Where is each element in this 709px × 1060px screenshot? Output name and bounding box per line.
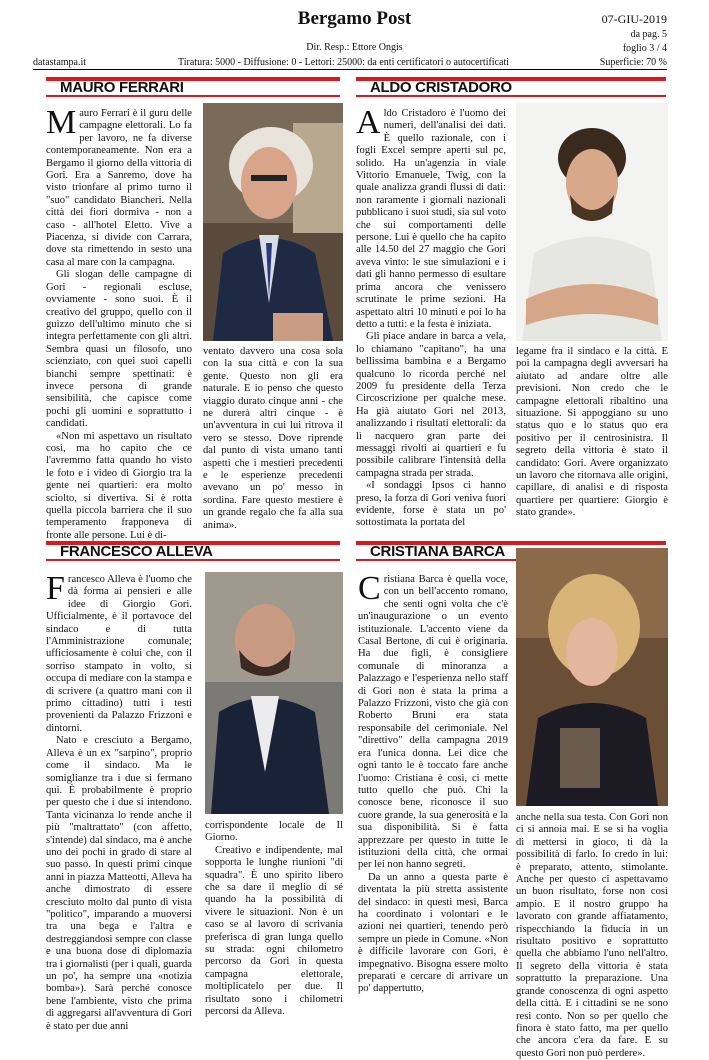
paragraph: auro Ferrari è il guru delle campagne elettorali. Lo fa per lavoro, ne fa diverse contemporaneamente. Non era a Bergamo il giorno della vittoria di Gori. Era a Sanremo, dove ha visto trionfare al primo turno il "suo" candidato Biancheri. Nella città dei fiori dormiva - non a caso - all'hotel Eletto. Vive a Piacenza, si divide con Carrara, dove sta rimettendo in sesto una casa al mare con la campagna. — [46, 108, 192, 268]
paragraph: ldo Cristadoro è l'uomo dei numeri, dell'analisi dei dati. È quello razionale, con i fogli Excel sempre aperti sul pc, solido. Ha un'agenzia in viale Vittorio Emanuele, Twig, con la quale analizza grandi flussi di dati: non raramente i giornali nazionali pubblicano i suoi studi, sia sul voto che sui comportamenti delle persone. Lui è quello che ha capito alle 14.50 del 27 maggio che Gori aveva vinto: le sue simulazioni e i dati gli hanno permesso di esultare prima ancora che venissero scrutinate le prime sezioni. Ha aspettato altri 10 minuti e poi lo ha detto a tutti: e la festa è iniziata. — [356, 108, 506, 330]
drop-cap: M — [46, 104, 77, 141]
newspaper-title: Bergamo Post — [297, 8, 412, 29]
sheet-ref: foglio 3 / 4 — [622, 43, 667, 54]
paragraph: legame fra il sindaco e la città. E poi la campagna degli avversari ha aiutato ad andare oltre alle previsioni. Non credo che le campagne elettorali ribaltino una situazione. Si appoggiano su uno status quo e lo status quo era positivo per il centrosinistra. Il segreto della vittoria è stato il candidato: Gori. Avere organizzato un lavoro che ritornava alle origini, capillare, di analisi e di risposta quartiere per quartiere: Giorgio è stato grande». — [516, 346, 668, 519]
paragraph: ristiana Barca è quella voce, con un bell'accento romano, che senti ogni volta che c'è un'inaugurazione o un evento istituzionale. L'accento viene da Casal Bertone, di cui è originaria. Ha due figli, è consigliere comunale di minoranza a Palazzago e l'esperienza nello staff di Gori non è stata la prima a Palazzo Frizzoni, visto che già con Roberto Bruni era stata responsabile del cerimoniale. Nel "direttivo" della campagna 2019 era l'unica donna. Lei dice che ognì tanto le è toccato fare anche l'uomo: Cristiana è così, ci mette tutto quello che può. Chi la conosce bene, riconosce il suo cuore grande, la sua generosità e la sua disponibilità. Si è fatta apprezzare per questo in tutte le istituzioni della città, che ormai per lei non hanno segreti. — [358, 574, 508, 871]
article-column-alleva-2 — [205, 820, 343, 1018]
paragraph: Creativo e indipendente, mal sopporta le lunghe riunioni "di squadra". È uno spirito libero che sa dare il meglio di sé quando ha la possibilità di vivere le situazioni. Non è un caso se al lavoro di scrivania preferisca di gran lunga quello su strada: ogni chilometro percorso da Gori in questa campagna elettorale, moltiplicatelo per due. Il risultato sono i chilometri percorsi da Alleva. — [205, 844, 343, 1018]
drop-cap: A — [356, 104, 381, 141]
profile-name-barca: CRISTIANA BARCA — [356, 541, 666, 561]
article-column-barca-1 — [358, 570, 508, 1014]
issue-date: 07-GIU-2019 — [601, 12, 667, 26]
source-site: datastampa.it — [33, 57, 87, 68]
article-column-cristadoro-1 — [356, 104, 506, 538]
drop-cap: F — [46, 570, 65, 607]
paragraph: Nato e cresciuto a Bergamo, Alleva è un ex "sarpino", proprio come il sindaco. Ma le somiglianze tra i due si fermano qui. È probabilmente è proprio per questo che i due si intendono. Tanta vicinanza lo rende anche il più "maltrattato" (con affetto, s'intende) dal sindaco, ma è anche uno dei pochi in grado di stare al suo passo. In questi primi cinque anni in piazza Matteotti, Alleva ha anche dimostrato di essere cresciuto molto dal punto di vista "politico", imparando a muoversi tra una bega e l'altra e destreggiandosi sempre con classe e una buona dose di diplomazia tra i giornalisti (per i quali, guarda un po', ha sempre una «notizia bomba»). Sarà perché conosce bene l'ambiente, visto che prima di aggregarsi all'avventura di Gori è stato per due anni — [46, 735, 192, 1032]
director-line: Dir. Resp.: Ettore Ongis — [306, 42, 403, 53]
paragraph: «I sondaggi Ipsos ci hanno preso, la forza di Gori veniva fuori evidente, forse è stata un po' sottostimata la portata del — [356, 480, 506, 529]
photo-francesco-alleva — [205, 572, 343, 814]
paragraph: anche nella sua testa. Con Gori non ci si annoia mai. E se si ha voglia di mettersi in gioco, ti dà la possibilità di farlo. Io credo in lui: è preparato, attento, stimolante. Anche per questo ci aspettavamo un buon risultato, forse non così ampio. E il nostro gruppo ha lavorato con grande affiatamento, rispecchiando la fiducia in un risultato positivo e soprattutto quella che abbiamo l'uno nell'altro. Il segreto della vittoria è stata soprattutto la preparazione. Una grande conoscenza di ogni aspetto della città. E i cittadini se ne sono resi conto. Non so per quello che finora è stato fatto, ma per quello che ancora c'era da fare. E su questo Gori non può perdere». — [516, 812, 668, 1059]
paragraph: ventato davvero una cosa sola con la sua città e con la sua gente. Questo non gli era naturale. E io penso che questo viaggio durato cinque anni - che ne durerà altri cinque - è un'avventura in cui lui ritrova il vero se stesso. Dove riprende dal punto di vista umano tanti aspetti che i mestieri precedenti e le esperienze precedenti avevano un po' messo in sordina. Fare questo mestiere è un grande regalo che fa alla sua anima». — [203, 346, 343, 531]
photo-mauro-ferrari — [203, 103, 343, 341]
article-column-barca-2 — [516, 812, 668, 1059]
page-ref: da pag. 5 — [630, 29, 667, 40]
drop-cap: C — [358, 570, 381, 607]
header-divider — [33, 69, 667, 70]
profile-name-alleva: FRANCESCO ALLEVA — [46, 541, 340, 561]
paragraph: Gli piace andare in barca a vela, lo chiamano "capitano", ha una bellissima bambina e a Bergamo qualcuno lo ricorda perché nel 2009 fu presidente della Terza Circoscrizione per qualche mese. Ha già aiutato Gori nel 2013, analizzando i risultati elettorali: da lì nacquero gran parte dei messaggi rivolti ai quartieri e fu possibile calibrare l'intensità della campagna strada per strada. — [356, 331, 506, 479]
profile-name-cristadoro: ALDO CRISTADORO — [356, 77, 666, 97]
profile-name-ferrari: MAURO FERRARI — [46, 77, 340, 97]
surface-line: Superficie: 70 % — [599, 57, 667, 68]
paragraph: «Non mi aspettavo un risultato così, ma ho capito che ce l'avremmo fatta quando ho visto le foto e i video di Giorgio tra la gente nei quartieri: era molto sciolto, si divertiva. Si è rotta quella piccola barriera che il suo temperamento frapponeva di fronte alle persone. Lui è di- — [46, 430, 192, 541]
article-column-ferrari-1 — [46, 104, 192, 541]
article-column-cristadoro-2 — [516, 346, 668, 538]
article-column-alleva-1 — [46, 570, 192, 1032]
photo-aldo-cristadoro — [516, 103, 668, 341]
paragraph: Gli slogan delle campagne di Gori - regionali escluse, ovviamente - sono suoi. È il creativo del gruppo, quello con il guizzo dell'ultimo minuto che si integra perfettamente con gli altri. Sembra quasi un filosofo, uno scienziato, con quei suoi capelli bianchi sempre spettinati: è invece persona di grande sensibilità, che capisce come pochi gli uomini e soprattutto i candidati. — [46, 269, 192, 430]
paragraph: corrispondente locale de Il Giorno. — [205, 820, 343, 844]
article-column-ferrari-2 — [203, 346, 343, 538]
photo-cristiana-barca — [516, 548, 668, 806]
circulation-line: Tiratura: 5000 - Diffusione: 0 - Lettori: 25000: da enti certificatori o autocertificati — [178, 57, 510, 68]
paragraph: Da un anno a questa parte è diventata la più stretta assistente del sindaco: in questi mesi, Barca ha coordinato i volontari e le azioni nei quartieri, tenendo però sempre un piede in Comune. «Non è difficile lavorare con Gori, è impegnativo. Bisogna essere molto preparati e cercare di arrivare un po' dappertutto, — [358, 871, 508, 995]
paragraph: rancesco Alleva è l'uomo che dà forma ai pensieri e alle idee di Giorgio Gori. Ufficialmente, è il portavoce del sindaco e di tutta l'Amministrazione comunale; ufficiosamente è colui che, con il sorriso stampato in volto, si occupa di mediare con la stampa e di scrivere (a quattro mani con il primo cittadino) tutti i testi provenienti da Palazzo Frizzoni e dintorni. — [46, 574, 192, 734]
